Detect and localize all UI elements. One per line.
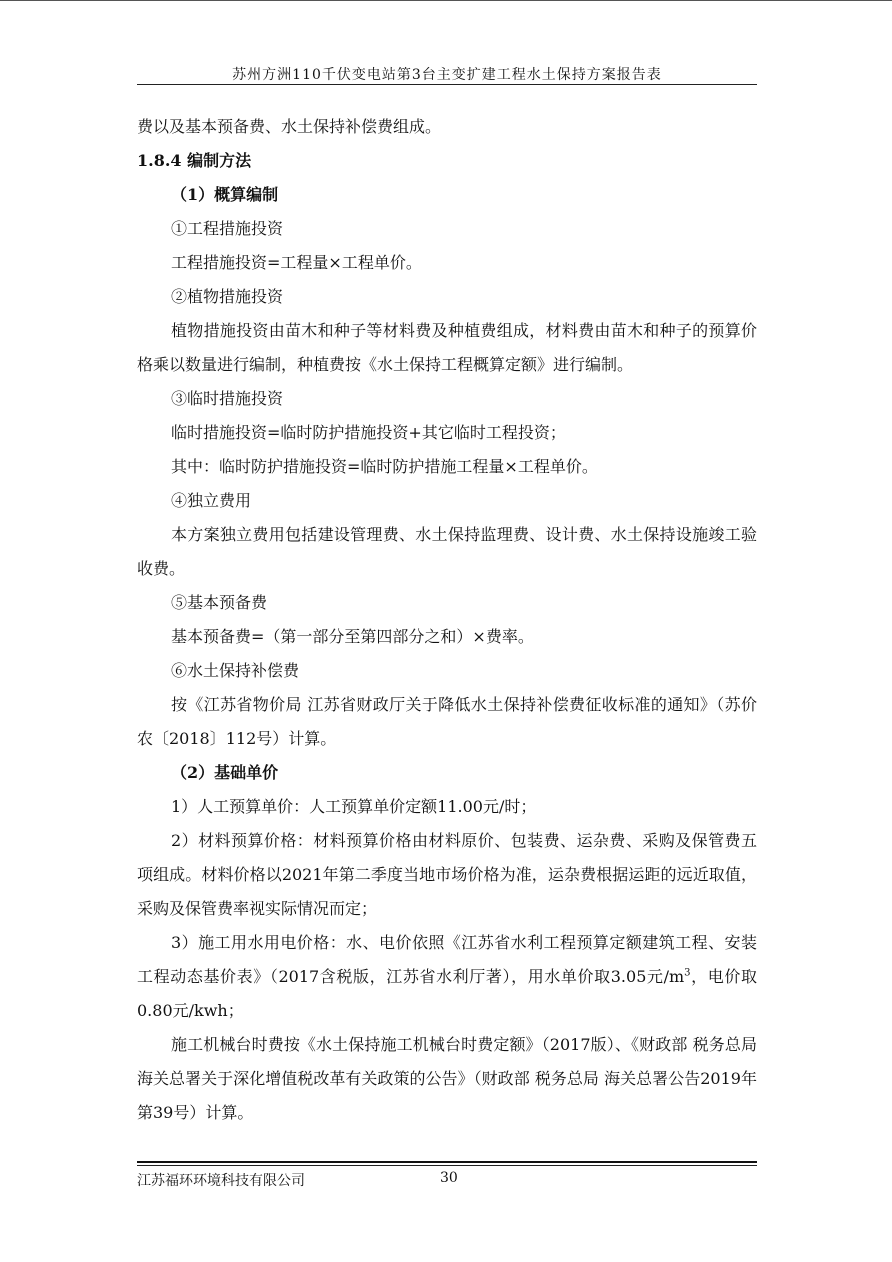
item-text-5: 基本预备费=（第一部分至第四部分之和）×费率。 [171, 627, 534, 646]
machine-cost-paragraph: 施工机械台时费按《水土保持施工机械台时费定额》（2017版）、《财政部 税务总局 海关总署关于深化增值税改革有关政策的公告》（财政部 税务总局 海关总署公告2019年第39号）计算。 [137, 1035, 757, 1122]
running-header: 苏州方洲110千伏变电站第3台主变扩建工程水土保持方案报告表 [232, 67, 662, 83]
header-rule [137, 84, 757, 85]
basic-price-1: 1）人工预算单价：人工预算单价定额11.00元/时； [171, 797, 537, 816]
item-text-1: 工程措施投资=工程量×工程单价。 [171, 253, 422, 272]
item-heading-2: ②植物措施投资 [171, 287, 284, 306]
paragraph-continuation: 费以及基本预备费、水土保持补偿费组成。 [137, 117, 442, 136]
item-text-3b: 其中：临时防护措施投资=临时防护措施工程量×工程单价。 [171, 457, 598, 476]
section-heading-1-8-4: 1.8.4 编制方法 [137, 151, 252, 170]
basic-price-3-text: 3）施工用水用电价格：水、电价依照《江苏省水利工程预算定额建筑工程、安装工程动态基价表》（2017含税版，江苏省水利厅著），用水单价取3.05元/m [137, 933, 757, 986]
item-text-4: 本方案独立费用包括建设管理费、水土保持监理费、设计费、水土保持设施竣工验收费。 [137, 525, 757, 578]
item-heading-3: ③临时措施投资 [171, 389, 284, 408]
basic-price-2: 2）材料预算价格：材料预算价格由材料原价、包装费、运杂费、采购及保管费五项组成。材料价格以2021年第二季度当地市场价格为准，运杂费根据运距的远近取值，采购及保管费率视实际情况而定； [137, 831, 757, 918]
page-top-edge [0, 0, 892, 1]
item-heading-6: ⑥水土保持补偿费 [171, 661, 300, 680]
item-text-2: 植物措施投资由苗木和种子等材料费及种植费组成，材料费由苗木和种子的预算价格乘以数量进行编制，种植费按《水土保持工程概算定额》进行编制。 [137, 321, 757, 374]
basic-price-3-tail: ，电价取0.80元/kwh； [137, 967, 757, 1020]
item-heading-1: ①工程措施投资 [171, 219, 284, 238]
page-number: 30 [440, 1170, 458, 1186]
basic-price-3 [137, 926, 757, 1028]
cubic-superscript: 3 [684, 967, 691, 979]
item-text-3a: 临时措施投资=临时防护措施投资+其它临时工程投资； [171, 423, 566, 442]
item-text-6: 按《江苏省物价局 江苏省财政厅关于降低水土保持补偿费征收标准的通知》（苏价农〔2018〕112号）计算。 [137, 695, 757, 748]
subheading-gaisuan: （1）概算编制 [171, 185, 279, 204]
footer-rule-thick [137, 1161, 757, 1163]
document-body [137, 110, 757, 1130]
subheading-jichu: （2）基础单价 [171, 763, 279, 782]
item-heading-5: ⑤基本预备费 [171, 593, 268, 612]
item-heading-4: ④独立费用 [171, 491, 252, 510]
footer-company: 江苏福环环境科技有限公司 [137, 1173, 305, 1189]
footer-rule-thin [137, 1165, 757, 1166]
